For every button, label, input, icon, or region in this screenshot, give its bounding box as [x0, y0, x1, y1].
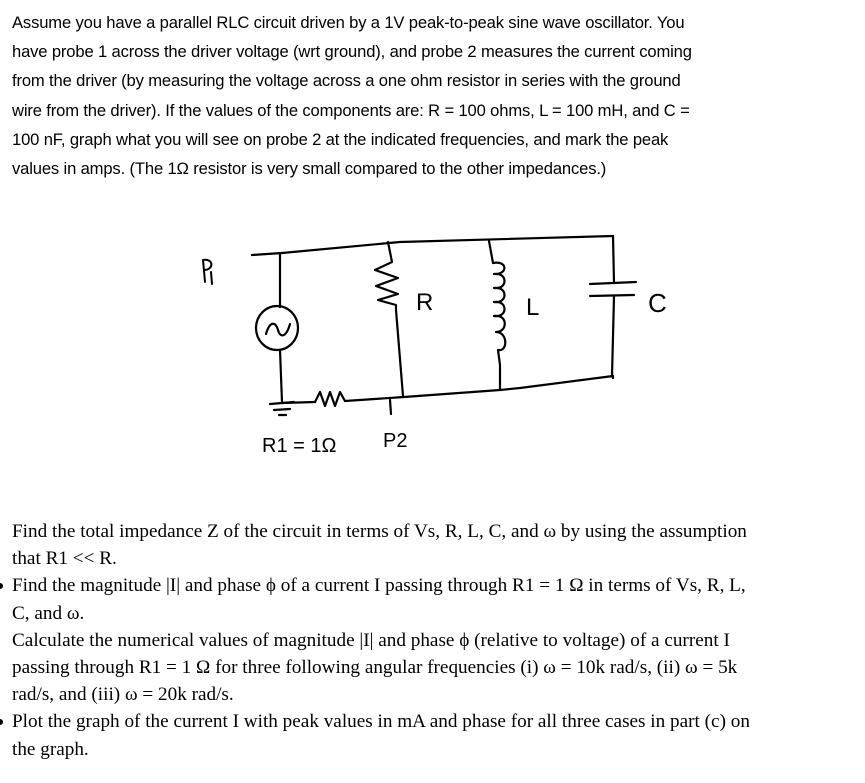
intro-line: Assume you have a parallel RLC circuit driven by a 1V peak-to-peak sine wave oscillator. You: [12, 13, 685, 32]
r1-label: R1 = 1Ω: [262, 435, 337, 457]
question-c: [12, 627, 750, 709]
inductor-l-icon: [489, 241, 505, 390]
questions-list: [12, 518, 750, 763]
question-line: the graph.: [12, 738, 89, 760]
probe2-label: P2: [383, 430, 408, 452]
question-a: [12, 518, 750, 572]
r1-resistor-icon: [315, 392, 345, 406]
inductor-label: L: [526, 294, 540, 321]
question-line: Plot the graph of the current I with peak values in mA and phase for all three cases in part (c) on: [12, 711, 750, 733]
question-line: rad/s, and (iii) ω = 20k rad/s.: [12, 684, 234, 706]
capacitor-c-icon: [590, 236, 636, 376]
p1-label-drawn: [203, 260, 212, 284]
intro-line: values in amps. (The 1Ω resistor is very small compared to the other impedances.): [12, 159, 607, 179]
bullet-icon: [0, 719, 3, 725]
question-line: that R1 << R.: [12, 548, 117, 570]
question-line: Find the total impedance Z of the circuit in terms of Vs, R, L, C, and ω by using the assumption: [12, 521, 747, 542]
resistor-r-icon: [375, 242, 403, 396]
source-wire: [280, 253, 282, 402]
p1-label: P1: [200, 282, 202, 283]
p2-probe-tick: [390, 400, 391, 414]
ac-source-icon: [256, 306, 298, 350]
bullet-icon: [0, 583, 3, 589]
question-line: passing through R1 = 1 Ω for three following angular frequencies (i) ω = 10k rad/s, (ii) ω = 5k: [12, 657, 738, 679]
intro-line: have probe 1 across the driver voltage (wrt ground), and probe 2 measures the current coming: [12, 42, 692, 62]
capacitor-label: C: [648, 288, 667, 318]
question-d: [12, 708, 750, 762]
intro-line: from the driver (by measuring the voltage across a one ohm resistor in series with the ground: [12, 71, 681, 91]
question-line: Find the magnitude |I| and phase ϕ of a current I passing through R1 = 1 Ω in terms of Vs, R, L,: [12, 575, 746, 597]
top-wire: [252, 236, 613, 255]
question-b: [12, 572, 750, 626]
question-line: Calculate the numerical values of magnitude |I| and phase ϕ (relative to voltage) of a current I: [12, 629, 730, 651]
intro-line: wire from the driver). If the values of the components are: R = 100 ohms, L = 100 mH, and C =: [12, 100, 690, 120]
intro-line: 100 nF, graph what you will see on probe 2 at the indicated frequencies, and mark the peak: [12, 129, 669, 149]
question-line: C, and ω.: [12, 602, 85, 624]
resistor-label: R: [416, 289, 434, 316]
